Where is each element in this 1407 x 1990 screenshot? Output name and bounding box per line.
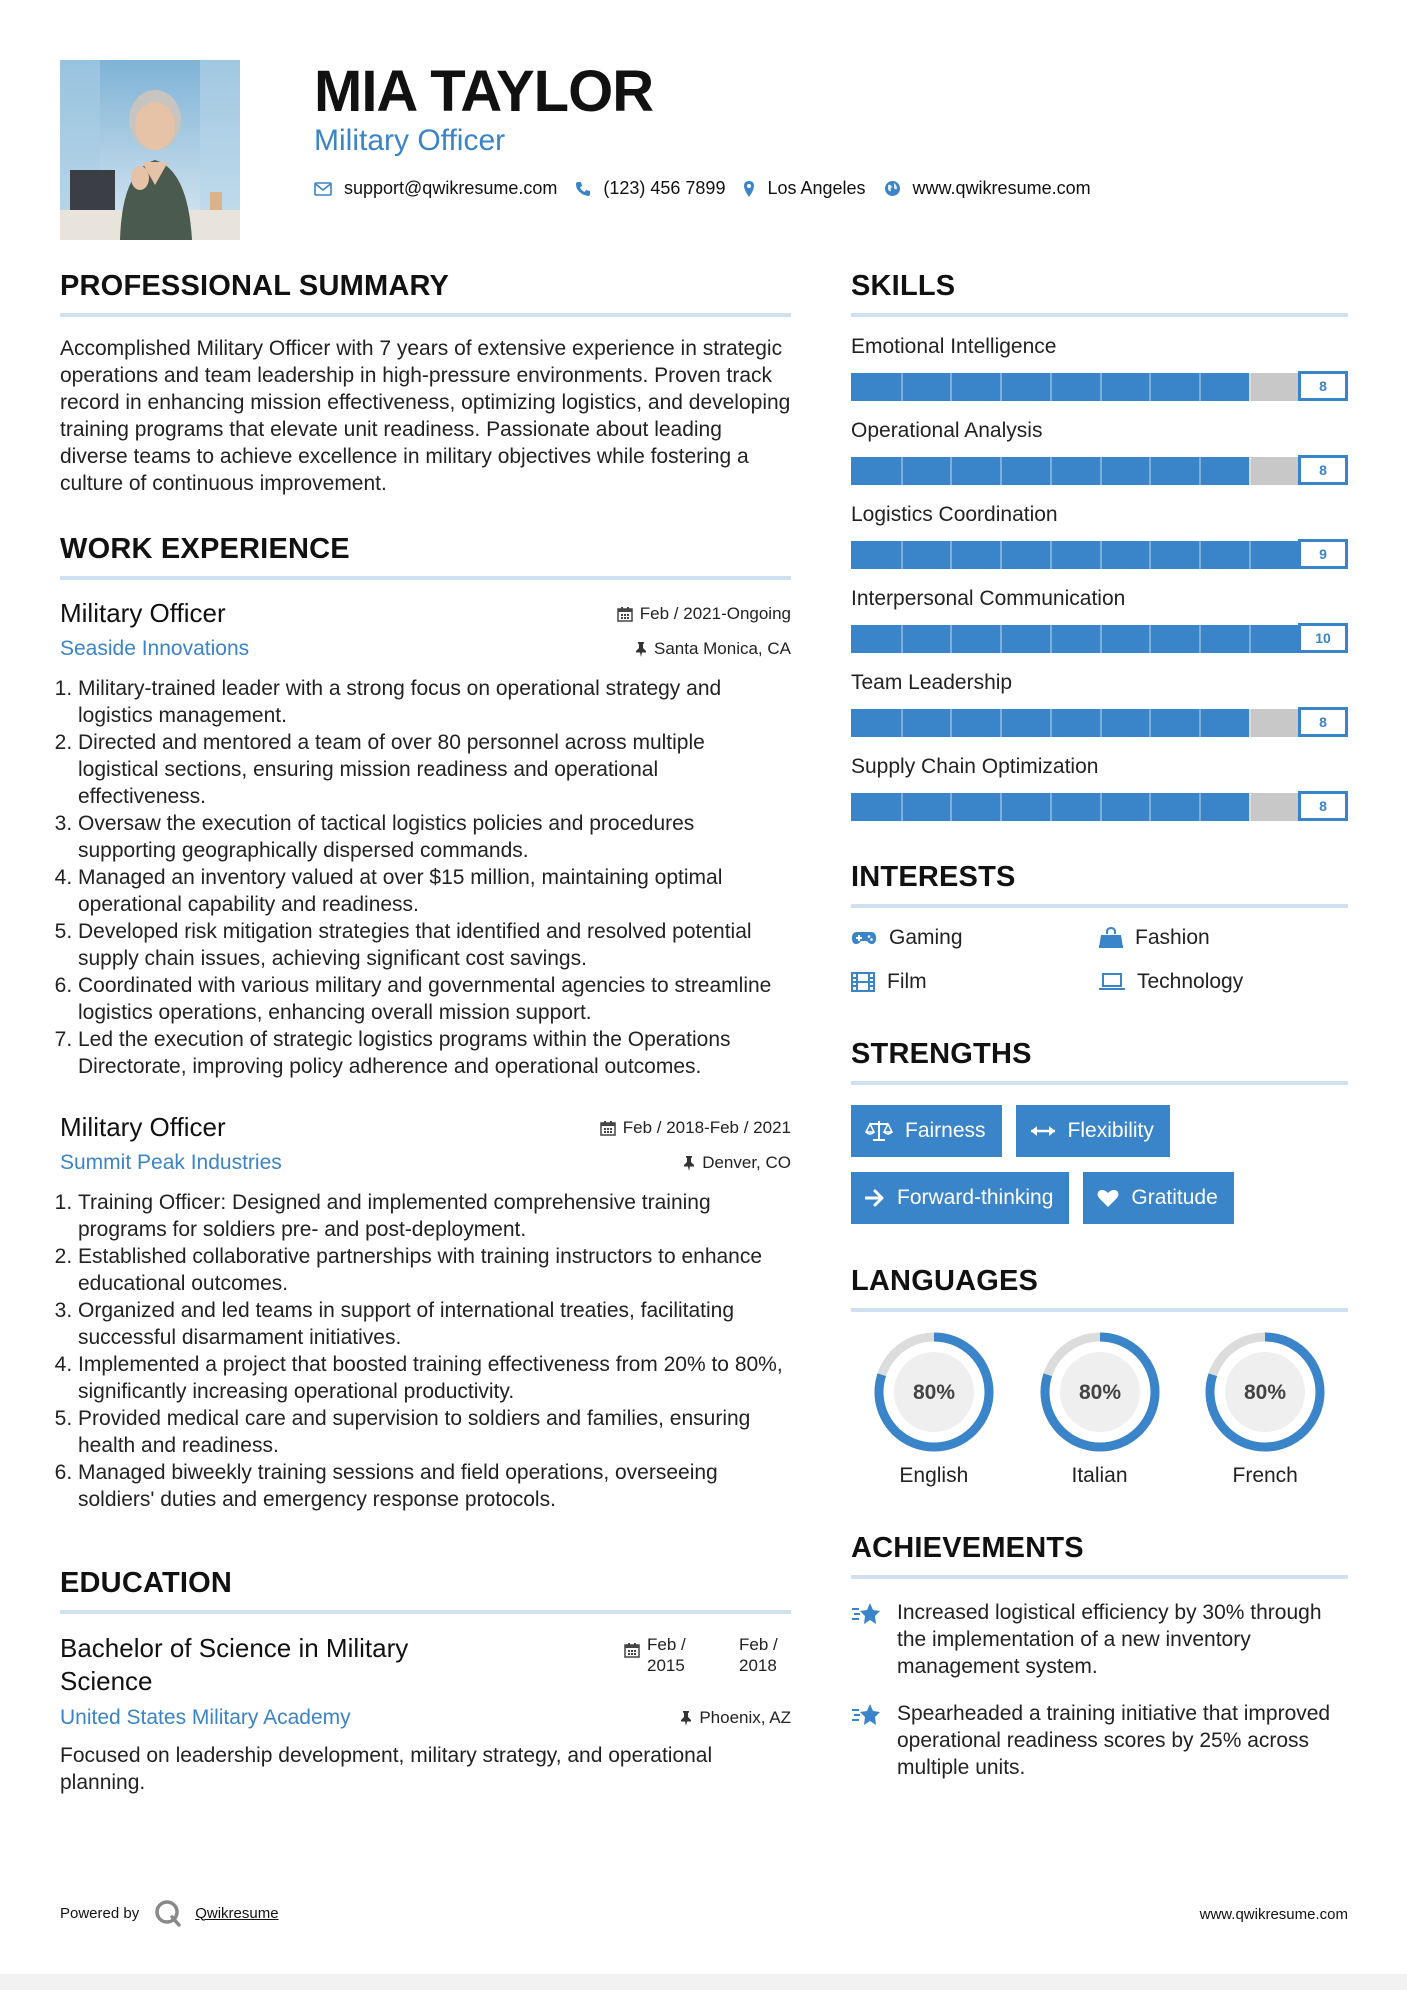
education-section [60,1567,791,1796]
skill-segment [1249,625,1251,653]
achievement-item [851,1700,1348,1781]
job-date [600,1118,791,1138]
skill-segment [1249,457,1251,485]
calendar-icon [617,606,633,622]
laptop-icon [1099,973,1125,991]
balance-scale-icon [865,1120,893,1142]
contact-bar [314,178,1109,199]
arrows-horizontal-icon [1030,1125,1056,1137]
skill-segment [1199,541,1201,569]
website-text: www.qwikresume.com [912,178,1091,198]
school-location [680,1708,791,1728]
skill-segment [1149,793,1151,821]
skill-item [851,755,1348,821]
left-column [60,270,791,1796]
language-name: Italian [1071,1464,1128,1487]
interest-label: Technology [1137,970,1244,993]
profile-photo [60,60,240,240]
candidate-name: MIA TAYLOR [314,59,654,124]
skill-segment [901,793,903,821]
skill-segment [950,709,952,737]
right-column [851,270,1348,1781]
skill-score: 10 [1298,623,1348,653]
degree-title: Bachelor of Science in Military Science [60,1633,409,1696]
email-text: support@qwikresume.com [344,178,558,198]
pushpin-icon [635,641,647,657]
skill-segment [950,625,952,653]
skill-segment [950,793,952,821]
skill-name: Team Leadership [851,671,1013,694]
skill-segment [1050,709,1052,737]
strengths-heading: STRENGTHS [851,1038,1348,1085]
pushpin-icon [680,1710,692,1726]
list-item: 2. Directed and mentored a team of over 80 personnel across multiple logistical sections, ensuring mission readiness and operational effectiveness. [78,729,791,810]
skill-segment [950,541,952,569]
job-location-text: Denver, CO [702,1153,791,1172]
job-entry [60,1112,791,1513]
education-entry [60,1632,791,1796]
film-icon [851,972,875,992]
skill-name: Emotional Intelligence [851,335,1057,358]
arrow-right-icon [865,1189,885,1207]
skill-segment [1199,793,1201,821]
skill-segment [1100,457,1102,485]
skill-bar [851,371,1348,401]
skill-segment [1249,709,1251,737]
skill-score: 9 [1298,539,1348,569]
job-date [617,604,791,624]
skill-score: 8 [1298,371,1348,401]
skill-segment [1000,625,1002,653]
list-item: 7. Led the execution of strategic logistics programs within the Operations Directorate, improving policy adherence and operational outcomes. [78,1026,791,1080]
achievements-section [851,1532,1348,1781]
languages-list [851,1330,1348,1488]
skill-segment [1050,625,1052,653]
skill-segment [1199,457,1201,485]
bottom-band [0,1974,1407,1990]
school-location-text: Phoenix, AZ [699,1708,791,1727]
language-ring [1038,1330,1162,1454]
strengths-section [851,1038,1348,1239]
interest-item [1099,970,1347,994]
skill-segment [1149,625,1151,653]
list-item: 5. Developed risk mitigation strategies that identified and resolved potential supply chain issues, achieving significant cost savings. [78,918,791,972]
skill-segment [1100,625,1102,653]
skill-segment [1050,541,1052,569]
list-item: 5. Provided medical care and supervision to soldiers and families, ensuring health and readiness. [78,1405,791,1459]
job-bullets [60,675,791,1080]
contact-phone[interactable] [575,178,725,199]
list-item: 1. Military-trained leader with a strong focus on operational strategy and logistics management. [78,675,791,729]
interest-label: Film [887,970,927,993]
summary-heading: PROFESSIONAL SUMMARY [60,270,791,317]
job-date-text: Feb / 2018-Feb / 2021 [622,1117,791,1137]
skill-segment [1149,457,1151,485]
list-item: 3. Oversaw the execution of tactical logistics policies and procedures supporting geographically dispersed commands. [78,810,791,864]
skill-segment [1050,457,1052,485]
skill-segment [1149,709,1151,737]
skill-segment [1000,709,1002,737]
job-date-text: Feb / 2021-Ongoing [639,603,791,623]
achievement-text: Increased logistical efficiency by 30% through the implementation of a new inventory management system. [897,1601,1322,1678]
language-name: French [1232,1464,1298,1487]
strength-chip [1083,1172,1233,1224]
skill-item [851,335,1348,401]
job-title: Military Officer [60,598,226,628]
education-description: Focused on leadership development, military strategy, and operational planning. [60,1744,713,1794]
strength-label: Fairness [905,1119,986,1142]
skill-segment [1100,373,1102,401]
list-item: 6. Coordinated with various military and governmental agencies to streamline logistics operations, enhancing overall mission support. [78,972,791,1026]
skill-segment [1249,541,1251,569]
skill-score: 8 [1298,455,1348,485]
achievements-heading: ACHIEVEMENTS [851,1532,1348,1579]
skill-segment [1199,625,1201,653]
skill-segment [950,373,952,401]
education-heading: EDUCATION [60,1567,791,1614]
education-dates [624,1634,791,1676]
interest-item [851,970,1099,994]
interest-label: Gaming [889,926,963,949]
globe-icon [884,180,901,197]
pushpin-icon [683,1155,695,1171]
skill-segment [1149,541,1151,569]
education-end: Feb / 2018 [739,1635,778,1675]
gamepad-icon [851,930,877,946]
skill-item [851,671,1348,737]
job-title: Military Officer [60,1112,226,1142]
skill-segment [901,373,903,401]
language-ring [1203,1330,1327,1454]
skills-section [851,270,1348,821]
envelope-icon [314,182,332,196]
star-icon [851,1601,883,1627]
language-percent: 80% [912,1381,955,1404]
powered-by-label: Powered by [60,1904,140,1922]
skills-list [851,335,1348,821]
skill-bar [851,455,1348,485]
school-name: United States Military Academy [60,1706,351,1729]
language-ring [872,1330,996,1454]
map-pin-icon [743,180,755,198]
skill-score: 8 [1298,707,1348,737]
skill-segment [1199,709,1201,737]
summary-section [60,270,791,497]
job-location-text: Santa Monica, CA [653,639,791,658]
star-icon [851,1702,883,1728]
language-percent: 80% [1078,1381,1121,1404]
calendar-icon [600,1120,616,1136]
education-start: Feb / 2015 [647,1635,686,1675]
skill-segment [1249,373,1251,401]
strength-chip [851,1172,1069,1224]
job-location [683,1153,791,1173]
languages-heading: LANGUAGES [851,1265,1348,1312]
strength-label: Forward-thinking [897,1186,1054,1209]
interests-heading: INTERESTS [851,861,1348,908]
interests-section [851,861,1348,994]
list-item: 4. Implemented a project that boosted training effectiveness from 20% to 80%, significantly increasing operational productivity. [78,1351,791,1405]
skill-segment [1149,373,1151,401]
languages-section [851,1265,1348,1488]
interests-grid [851,926,1348,994]
skill-segment [1050,373,1052,401]
list-item: 2. Established collaborative partnerships with training instructors to enhance educational outcomes. [78,1243,791,1297]
skill-segment [1050,793,1052,821]
contact-location [743,178,865,199]
list-item: 3. Organized and led teams in support of international treaties, facilitating successful disarmament initiatives. [78,1297,791,1351]
strength-chip [1016,1105,1170,1157]
achievement-text: Spearheaded a training initiative that improved operational readiness scores by 25% across multiple units. [897,1702,1331,1779]
skill-name: Supply Chain Optimization [851,755,1099,778]
skill-segment [1000,793,1002,821]
language-item [851,1330,1017,1488]
skill-segment [1000,541,1002,569]
contact-email[interactable] [314,178,557,199]
skill-segment [1100,709,1102,737]
achievement-item [851,1599,1348,1680]
skill-segment [901,709,903,737]
skill-name: Operational Analysis [851,419,1043,442]
experience-section [60,533,791,1513]
phone-icon [575,181,591,197]
strength-chip [851,1105,1002,1157]
list-item: 6. Managed biweekly training sessions and field operations, overseeing soldiers' duties and emergency response protocols. [78,1459,791,1513]
candidate-title: Military Officer [314,124,506,157]
brand-link[interactable]: Qwikresume [195,1904,279,1922]
list-item: 1. Training Officer: Designed and implemented comprehensive training programs for soldiers pre- and post-deployment. [78,1189,791,1243]
skill-segment [1000,373,1002,401]
skill-bar [851,539,1348,569]
skill-segment [1199,373,1201,401]
skill-segment [901,541,903,569]
language-percent: 80% [1244,1381,1287,1404]
skill-bar [851,623,1348,653]
skill-segment [950,457,952,485]
skill-segment [1100,541,1102,569]
job-bullets [60,1189,791,1513]
job-entry [60,598,791,1080]
skill-item [851,587,1348,653]
phone-text: (123) 456 7899 [603,178,726,198]
skill-item [851,503,1348,569]
skill-item [851,419,1348,485]
shopping-bag-icon [1099,927,1123,949]
calendar-icon [624,1642,640,1658]
strength-label: Flexibility [1067,1119,1154,1142]
skill-name: Logistics Coordination [851,503,1058,526]
skill-bar [851,791,1348,821]
skill-segment [1249,793,1251,821]
location-text: Los Angeles [767,178,866,198]
skill-bar [851,707,1348,737]
summary-text: Accomplished Military Officer with 7 years of extensive experience in strategic operations and team leadership in high-pressure environments. Proven track record in enhancing mission effectiveness, optimizing logistics, and developing training programs that elevate unit readiness. Passionate about leading diverse teams to achieve excellence in military objectives while fostering a culture of continuous improvement. [60,337,791,495]
skill-name: Interpersonal Communication [851,587,1126,610]
heart-icon [1097,1188,1119,1208]
skills-heading: SKILLS [851,270,1348,317]
list-item: 4. Managed an inventory valued at over $15 million, maintaining optimal operational capability and readiness. [78,864,791,918]
job-company: Summit Peak Industries [60,1151,282,1174]
skill-fill [851,541,1298,569]
interest-item [1099,926,1347,950]
job-company: Seaside Innovations [60,637,250,660]
skill-segment [1100,793,1102,821]
interest-label: Fashion [1135,926,1210,949]
language-name: English [899,1464,969,1487]
interest-item [851,926,1099,950]
language-item [1017,1330,1183,1488]
skill-segment [901,625,903,653]
job-location [635,639,791,659]
experience-heading: WORK EXPERIENCE [60,533,791,580]
footer-website[interactable]: www.qwikresume.com [1199,1906,1348,1923]
strength-label: Gratitude [1131,1186,1218,1209]
skill-segment [901,457,903,485]
qwikresume-logo-icon [153,1898,183,1928]
contact-website[interactable] [884,178,1091,199]
strengths-list [851,1105,1348,1239]
skill-score: 8 [1298,791,1348,821]
footer-powered [60,1898,279,1928]
portrait-image [60,60,240,240]
language-item [1182,1330,1348,1488]
skill-segment [1000,457,1002,485]
